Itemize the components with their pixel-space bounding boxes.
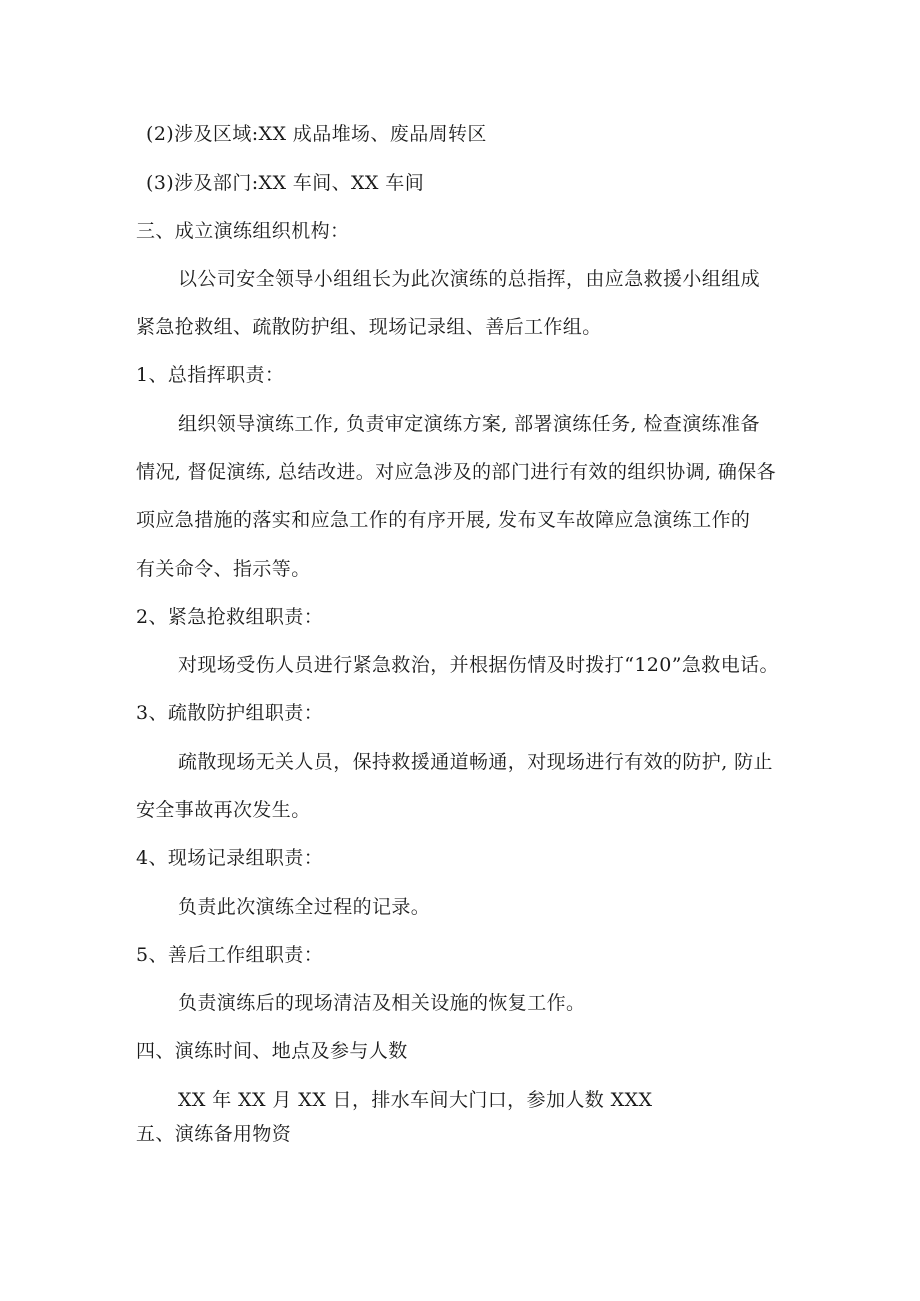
section-five-heading: 五、演练备用物资 [136, 1123, 292, 1145]
organization-paragraph-line-1: 以公司安全领导小组组长为此次演练的总指挥，由应急救援小组组成 [178, 268, 761, 290]
record-team-heading: 4、现场记录组职责： [136, 847, 324, 869]
rescue-team-heading: 2、紧急抢救组职责： [136, 606, 324, 628]
scope-area-line: (2)涉及区域:XX 成品堆场、废品周转区 [146, 123, 487, 145]
evacuation-team-duties-line-1: 疏散现场无关人员，保持救援通道畅通，对现场进行有效的防护, 防止 [178, 751, 773, 773]
organization-paragraph-line-2: 紧急抢救组、疏散防护组、现场记录组、善后工作组。 [136, 316, 602, 338]
commander-duties-line-2: 情况, 督促演练, 总结改进。对应急涉及的部门进行有效的组织协调, 确保各 [136, 461, 777, 483]
drill-time-place-line: XX 年 XX 月 XX 日，排水车间大门口，参加人数 XXX [178, 1089, 653, 1111]
commander-duties-line-3: 项应急措施的落实和应急工作的有序开展, 发布叉车故障应急演练工作的 [136, 509, 751, 531]
aftermath-team-duties: 负责演练后的现场清洁及相关设施的恢复工作。 [178, 992, 586, 1014]
evacuation-team-duties-line-2: 安全事故再次发生。 [136, 799, 311, 821]
commander-duties-heading: 1、总指挥职责： [136, 364, 285, 386]
aftermath-team-heading: 5、善后工作组职责： [136, 944, 324, 966]
rescue-team-duties: 对现场受伤人员进行紧急救治，并根据伤情及时拨打“120”急救电话。 [178, 654, 779, 676]
commander-duties-line-1: 组织领导演练工作, 负责审定演练方案, 部署演练任务, 检查演练准备 [178, 413, 760, 435]
scope-department-line: (3)涉及部门:XX 车间、XX 车间 [146, 172, 425, 194]
commander-duties-line-4: 有关命令、指示等。 [136, 558, 311, 580]
section-three-heading: 三、成立演练组织机构： [136, 220, 350, 242]
record-team-duties: 负责此次演练全过程的记录。 [178, 896, 431, 918]
evacuation-team-heading: 3、疏散防护组职责： [136, 702, 324, 724]
section-four-heading: 四、演练时间、地点及参与人数 [136, 1040, 408, 1062]
